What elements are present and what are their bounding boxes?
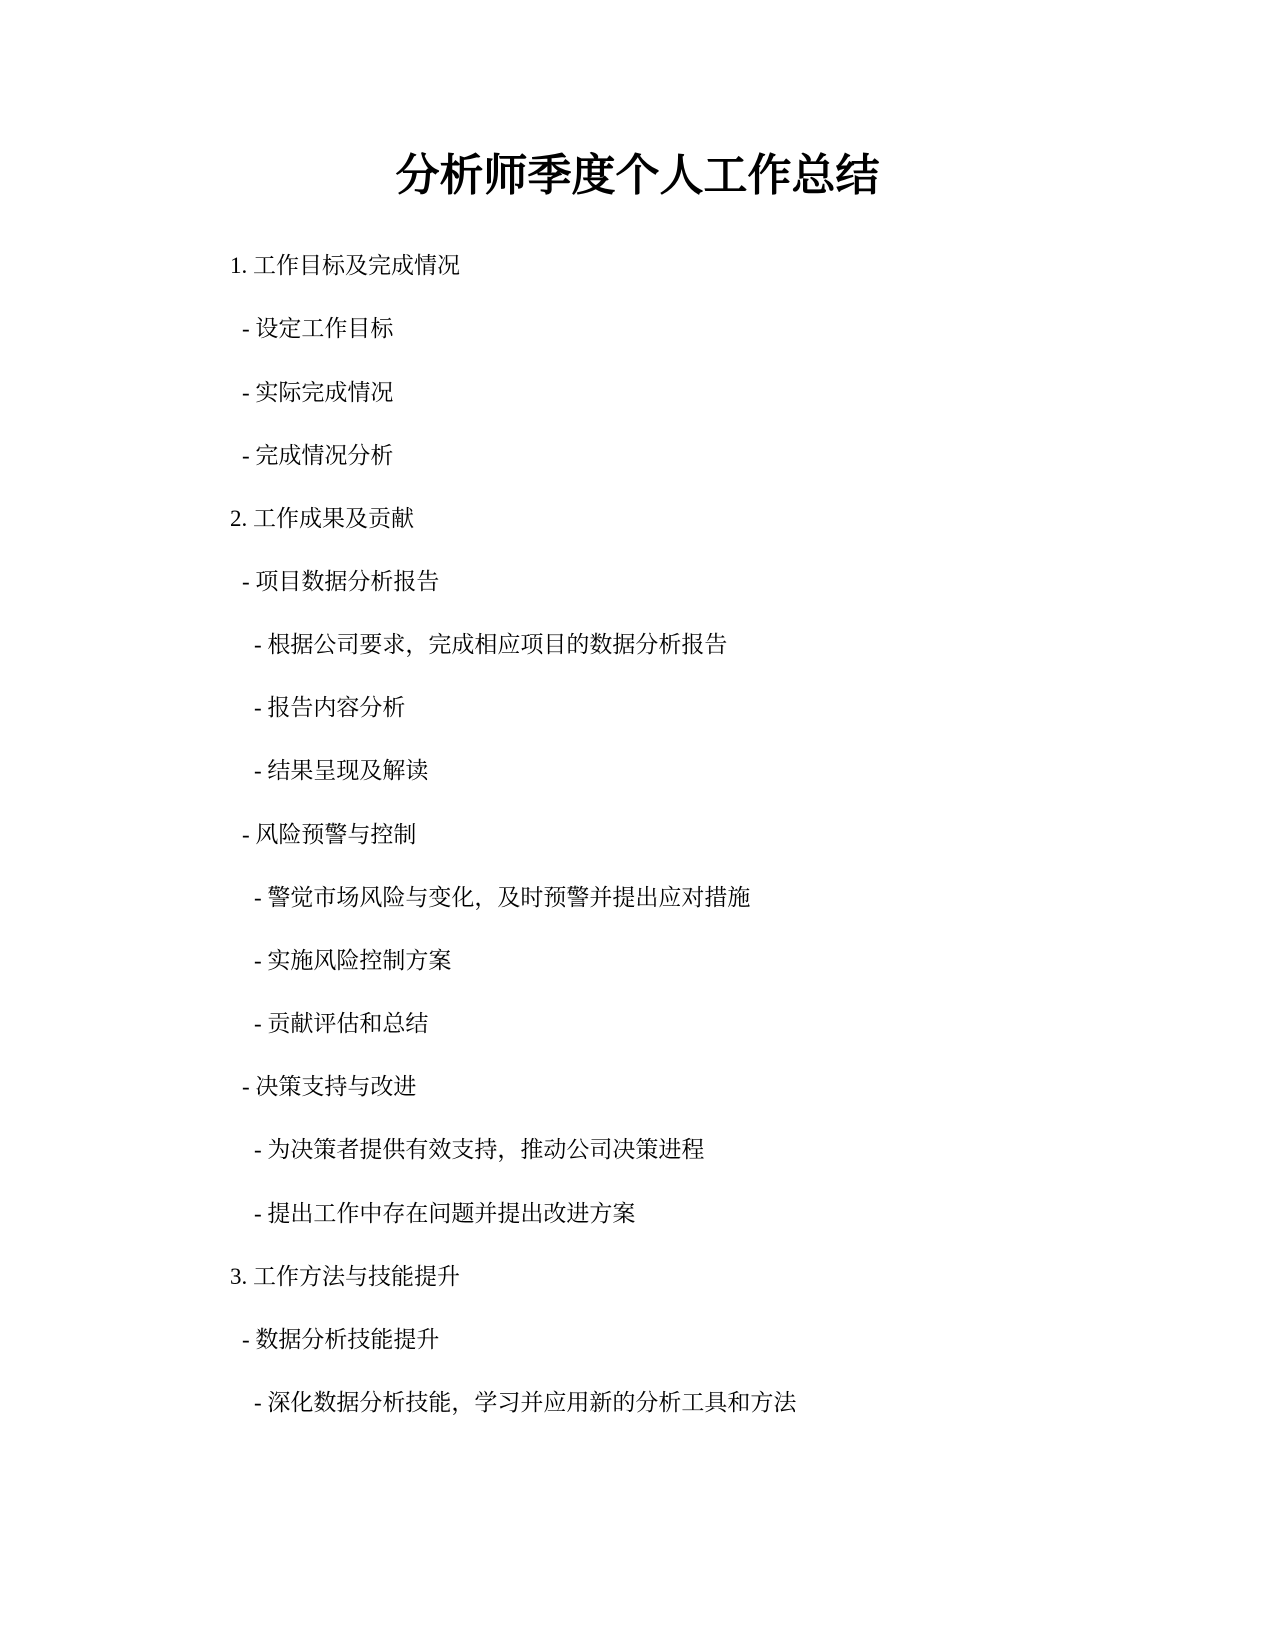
sub-list-item: - 实施风险控制方案 bbox=[254, 948, 452, 973]
sub-list-item: - 提出工作中存在问题并提出改进方案 bbox=[254, 1201, 636, 1226]
sub-list-item: - 警觉市场风险与变化，及时预警并提出应对措施 bbox=[254, 885, 751, 910]
document-title: 分析师季度个人工作总结 bbox=[395, 150, 880, 201]
sub-list-item: - 为决策者提供有效支持，推动公司决策进程 bbox=[254, 1137, 705, 1162]
list-item: - 风险预警与控制 bbox=[242, 822, 417, 847]
list-item: - 完成情况分析 bbox=[242, 443, 394, 468]
sub-list-item: - 结果呈现及解读 bbox=[254, 758, 429, 783]
list-item: - 项目数据分析报告 bbox=[242, 569, 440, 594]
section-heading: 3. 工作方法与技能提升 bbox=[230, 1264, 460, 1289]
section-heading: 1. 工作目标及完成情况 bbox=[230, 253, 460, 278]
sub-list-item: - 深化数据分析技能，学习并应用新的分析工具和方法 bbox=[254, 1390, 797, 1415]
section-heading: 2. 工作成果及贡献 bbox=[230, 506, 414, 531]
list-item: - 数据分析技能提升 bbox=[242, 1327, 440, 1352]
list-item: - 设定工作目标 bbox=[242, 316, 394, 341]
sub-list-item: - 贡献评估和总结 bbox=[254, 1011, 429, 1036]
sub-list-item: - 根据公司要求，完成相应项目的数据分析报告 bbox=[254, 632, 728, 657]
sub-list-item: - 报告内容分析 bbox=[254, 695, 406, 720]
list-item: - 实际完成情况 bbox=[242, 380, 394, 405]
list-item: - 决策支持与改进 bbox=[242, 1074, 417, 1099]
